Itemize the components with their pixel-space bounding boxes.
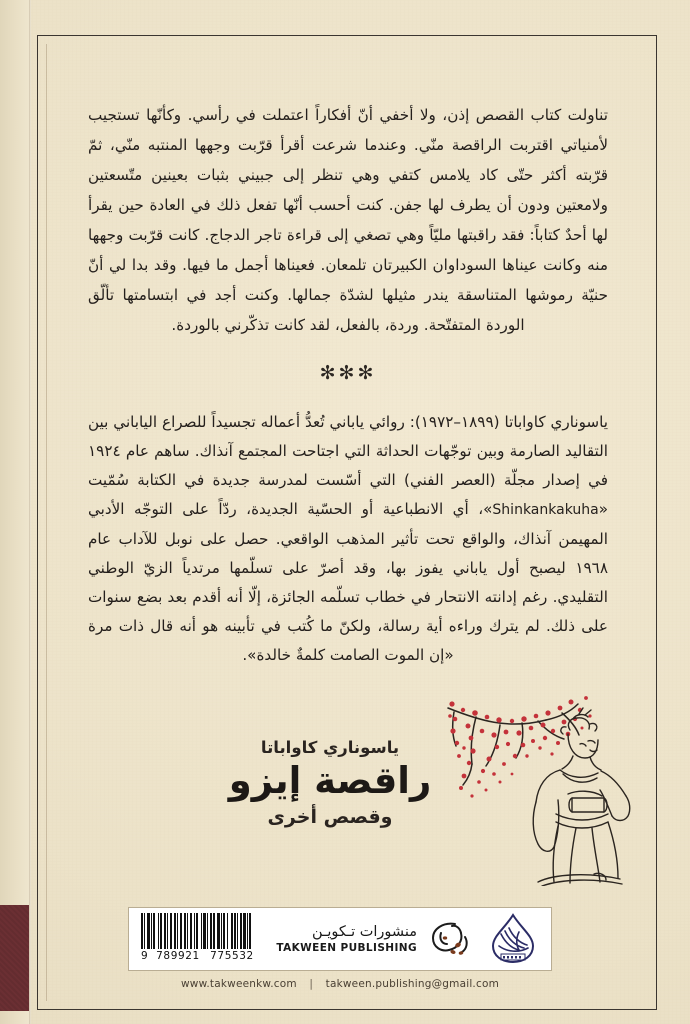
barcode-bars (141, 913, 259, 949)
cover-author-name: ياسوناري كاواباتا (260, 738, 400, 757)
book-title-group (180, 738, 480, 828)
arabic-calligraphy-drop-logo (485, 912, 541, 966)
isbn-left-group: 789921 (156, 950, 200, 962)
publisher-block (276, 917, 471, 961)
cover-book-subtitle: وقصص أخرى (267, 805, 393, 828)
author-biography (88, 408, 608, 670)
cover-flap-shading (0, 0, 30, 1024)
school-name-latin: Shinkankakuha (492, 502, 599, 518)
contact-separator: | (309, 978, 314, 990)
isbn-lead-digit: 9 (141, 950, 149, 962)
publisher-name-english: TAKWEEN PUBLISHING (276, 941, 417, 954)
section-separator-asterisks: ✻✻✻ (319, 362, 377, 384)
isbn-digits (141, 950, 259, 962)
isbn-right-group: 775532 (210, 950, 254, 962)
cover-flap-crease (29, 0, 31, 1024)
isbn-barcode (141, 913, 259, 965)
excerpt-paragraph: تناولت كتاب القصص إذن، ولا أخفي أنّ أفكاراً اعتملت في رأسي. وكأنّها تستجيب لأمنياتي اقتربت الراقصة منّي. وعندما شرعت أقرأ قرّبت وجهها المنتبه منّي، ثمّ قرّبته أكثر حتّى كاد يلامس كتفي وهي تنظر إلى جبيني بثبات بعينين متّسعتين ولامعتين ودون أن يطرف لها جفن. كنت أحسب أنّها تفعل ذلك في العادة حين يقرأ لها أحدٌ كتاباً: فقد راقبتها مليّاً وهي تصغي إلى قراءة تاجر الدجاج. كانت قرّبت وجهها منه وكانت عيناها السوداوان الكبيرتان تلمعان. فعيناها أجمل ما فيها. وقد بدا لي أنّ حنيّة رموشها المتناسقة يندر مثيلها لشدّة جمالها. وكنت أجد في ابتسامتها تألّق الوردة المتفتّحة. وردة، بالفعل، لقد كانت تذكّرني بالوردة. (88, 106, 608, 334)
spine-color-block (0, 905, 29, 1011)
publisher-email[interactable]: takween.publishing@gmail.com (325, 978, 499, 990)
publisher-website[interactable]: www.takweenkw.com (181, 978, 297, 990)
title-and-illustration-band (88, 686, 608, 886)
publisher-names (276, 924, 417, 954)
publisher-contact-line (128, 978, 552, 990)
back-cover-text-column (88, 100, 608, 670)
publisher-name-arabic: منشورات تـكويـن (312, 924, 417, 941)
biography-part-two: »، أي الانطباعية أو الحسّية الجديدة، ردّاً على التوجّه الأدبي المهيمن آنذاك، والواقع تحت تأثير المذهب الواقعي. حصل على نوبل للآداب عام ١٩٦٨ ليصبح أول ياباني يفوز بها، وقد أصرّ على تسلّمها مرتدياً الزيّ الوطني التقليدي. رغم إدانته الانتحار في خطاب تسلّمه الجائزة، إلّا أنه أقدم بعد بضع سنوات على ذلك. لم يترك وراءه أية رسالة، ولكنّ ما كُتب في تأبينه هو أنه قال ذات مرة «إن الموت الصامت كلمةٌ خالدة». (88, 500, 608, 664)
barcode-and-publisher-strip (128, 907, 552, 971)
cover-book-title: راقصة إيزو (228, 759, 432, 802)
biography-part-one: ياسوناري كاواباتا (١٨٩٩–١٩٧٢): روائي ياباني تُعدُّ أعماله تجسيداً للصراع الياباني بين التقاليد الصارمة وبين توجّهات الحداثة التي اجتاحت المجتمع آنذاك. ساهم عام ١٩٢٤ في إصدار مجلّة (العصر الفني) التي أسّست لمدرسة جديدة في الكتابة سُمّيت « (88, 413, 609, 518)
takween-calligraphy-logo (425, 917, 471, 961)
